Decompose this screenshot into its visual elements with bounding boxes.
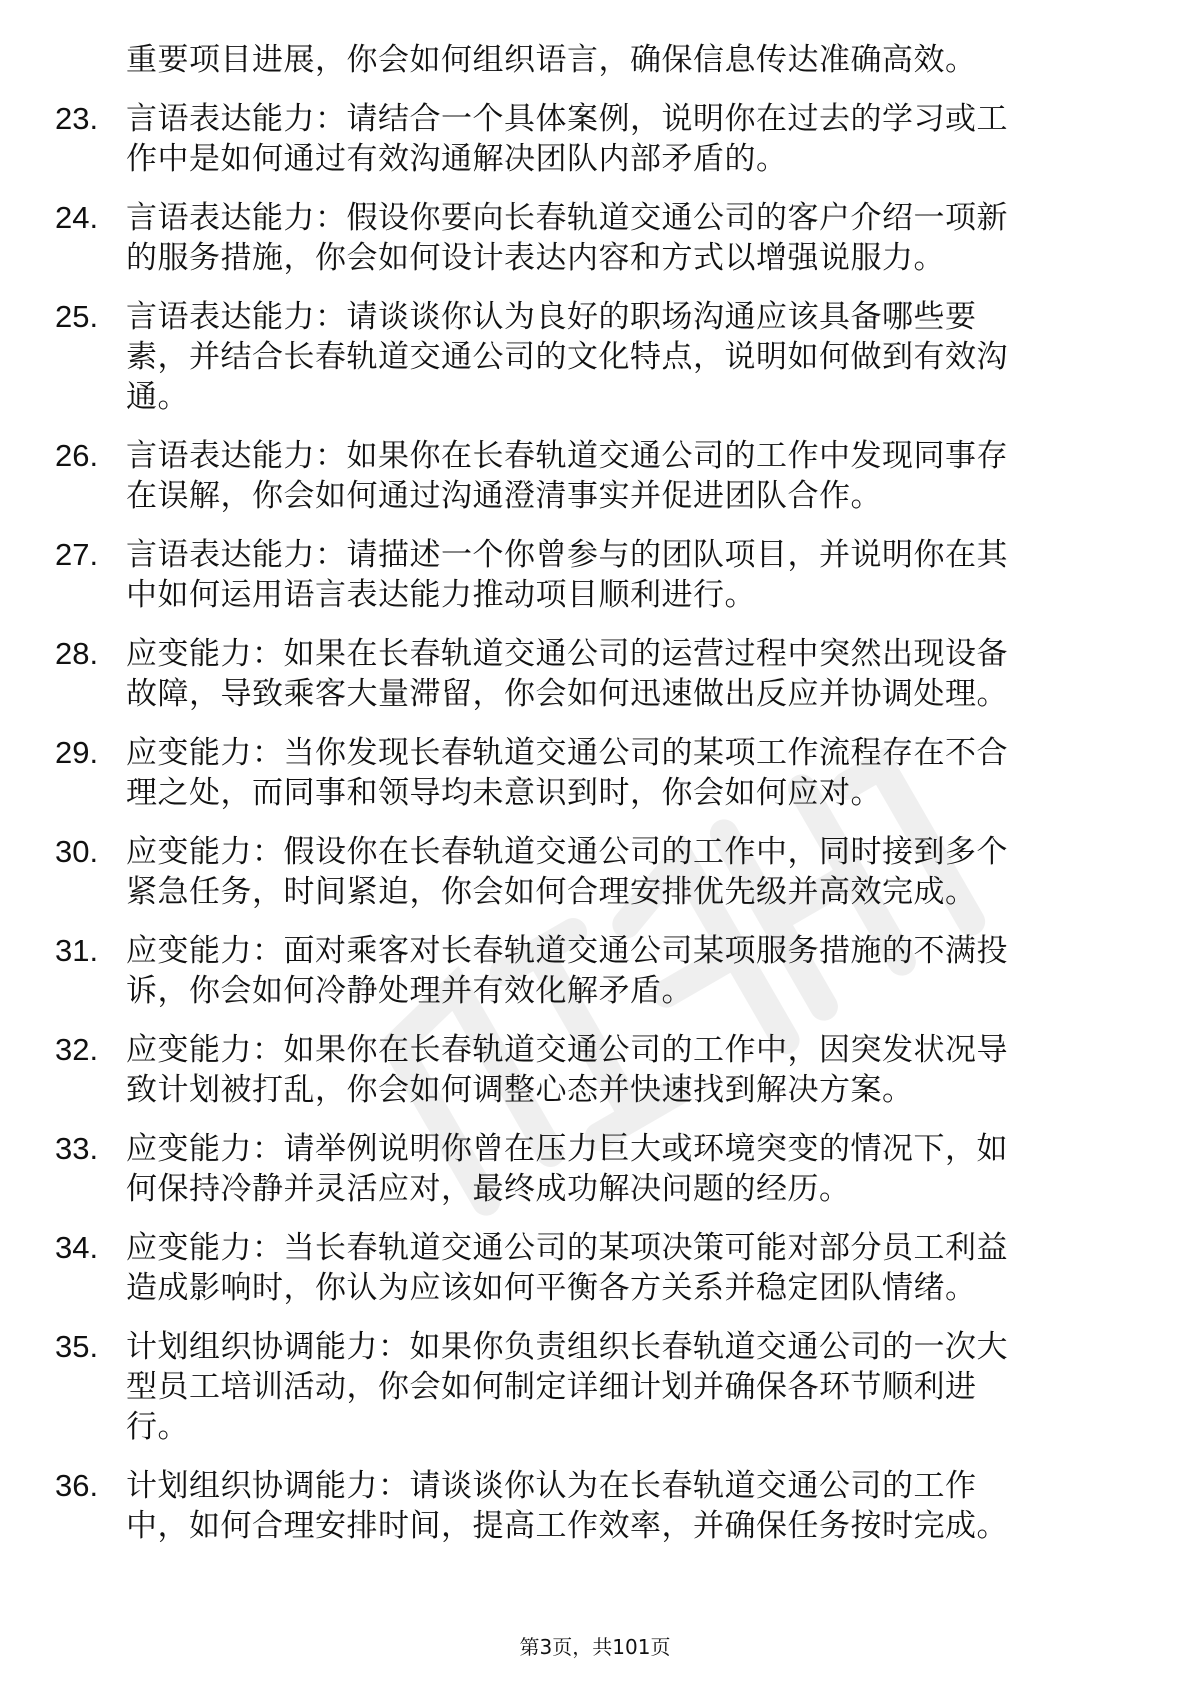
question-item [0,1228,1190,1308]
continuation-line: 重要项目进展，你会如何组织语言，确保信息传达准确高效。 [126,42,977,78]
question-line: 素，并结合长春轨道交通公司的文化特点，说明如何做到有效沟 [126,339,1008,375]
question-line: 中如何运用语言表达能力推动项目顺利进行。 [126,577,756,613]
question-line: 言语表达能力：如果你在长春轨道交通公司的工作中发现同事存 [126,438,1008,474]
question-line: 应变能力：请举例说明你曾在压力巨大或环境突变的情况下，如 [126,1131,1008,1167]
question-number: 23. [55,101,99,136]
question-line: 型员工培训活动，你会如何制定详细计划并确保各环节顺利进 [126,1369,977,1405]
question-text [126,832,1190,912]
question-line: 通。 [126,379,189,415]
question-line: 应变能力：如果在长春轨道交通公司的运营过程中突然出现设备 [126,636,1008,672]
question-line: 的服务措施，你会如何设计表达内容和方式以增强说服力。 [126,240,945,276]
question-item [0,1129,1190,1209]
question-line: 言语表达能力：请谈谈你认为良好的职场沟通应该具备哪些要 [126,299,977,335]
question-line: 造成影响时，你认为应该如何平衡各方关系并稳定团队情绪。 [126,1270,977,1306]
question-line: 中，如何合理安排时间，提高工作效率，并确保任务按时完成。 [126,1508,1008,1544]
question-line: 计划组织协调能力：如果你负责组织长春轨道交通公司的一次大 [126,1329,1008,1365]
question-line: 言语表达能力：请结合一个具体案例，说明你在过去的学习或工 [126,101,1008,137]
question-item [0,733,1190,813]
question-text [126,634,1190,714]
page-footer: 第3页，共101页 [519,1635,671,1659]
question-number: 34. [55,1230,99,1265]
question-item [0,832,1190,912]
question-number: 24. [55,200,99,235]
questions [0,99,1190,1546]
question-text [126,436,1190,516]
question-line: 紧急任务，时间紧迫，你会如何合理安排优先级并高效完成。 [126,874,977,910]
question-line: 言语表达能力：假设你要向长春轨道交通公司的客户介绍一项新 [126,200,1008,236]
question-text [126,931,1190,1011]
question-line: 应变能力：假设你在长春轨道交通公司的工作中，同时接到多个 [126,834,1008,870]
question-item [0,297,1190,417]
question-line: 致计划被打乱，你会如何调整心态并快速找到解决方案。 [126,1072,914,1108]
question-line: 何保持冷静并灵活应对，最终成功解决问题的经历。 [126,1171,851,1207]
question-number: 28. [55,636,99,671]
question-text [126,1228,1190,1308]
question-text [126,1466,1190,1546]
question-number: 30. [55,834,99,869]
question-text [126,1327,1190,1447]
question-line: 故障，导致乘客大量滞留，你会如何迅速做出反应并协调处理。 [126,676,1008,712]
question-item [0,99,1190,179]
question-item [0,931,1190,1011]
question-number: 36. [55,1468,99,1503]
question-number: 27. [55,537,99,572]
question-item [0,1030,1190,1110]
question-line: 作中是如何通过有效沟通解决团队内部矛盾的。 [126,141,788,177]
question-number: 29. [55,735,99,770]
question-line: 应变能力：如果你在长春轨道交通公司的工作中，因突发状况导 [126,1032,1008,1068]
question-text [126,297,1190,417]
question-text [126,535,1190,615]
question-number: 26. [55,438,99,473]
question-line: 在误解，你会如何通过沟通澄清事实并促进团队合作。 [126,478,882,514]
question-number: 35. [55,1329,99,1364]
question-line: 言语表达能力：请描述一个你曾参与的团队项目，并说明你在其 [126,537,1008,573]
question-item [0,1466,1190,1546]
question-text [126,1030,1190,1110]
question-text [126,1129,1190,1209]
question-line: 应变能力：当你发现长春轨道交通公司的某项工作流程存在不合 [126,735,1008,771]
question-line: 诉，你会如何冷静处理并有效化解矛盾。 [126,973,693,1009]
question-item [0,634,1190,714]
question-item [0,436,1190,516]
question-number: 25. [55,299,99,334]
question-item [0,535,1190,615]
question-line: 应变能力：当长春轨道交通公司的某项决策可能对部分员工利益 [126,1230,1008,1266]
question-list [0,40,1190,1546]
question-line: 计划组织协调能力：请谈谈你认为在长春轨道交通公司的工作 [126,1468,977,1504]
question-line: 应变能力：面对乘客对长春轨道交通公司某项服务措施的不满投 [126,933,1008,969]
question-line: 行。 [126,1409,189,1445]
question-item [0,198,1190,278]
question-line: 理之处，而同事和领导均未意识到时，你会如何应对。 [126,775,882,811]
question-number: 33. [55,1131,99,1166]
question-text [126,733,1190,813]
question-text [126,198,1190,278]
question-number: 32. [55,1032,99,1067]
question-text [126,99,1190,179]
question-number: 31. [55,933,99,968]
question-item [0,1327,1190,1447]
